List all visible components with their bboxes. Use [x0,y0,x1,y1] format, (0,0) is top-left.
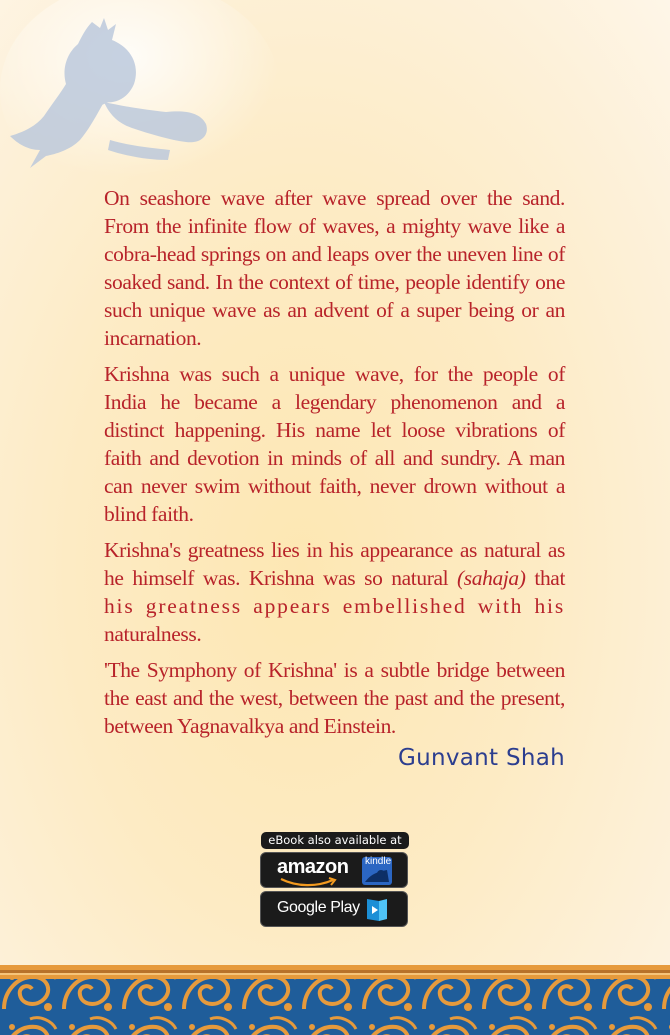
paragraph-3-text-b: that [534,566,566,590]
description-text [104,184,565,748]
krishna-silhouette-icon [0,0,290,200]
decorative-border [0,965,670,1035]
ebook-availability-label: eBook also available at [261,832,409,849]
paragraph-2: Krishna was such a unique wave, for the people of India he became a legendary phenomenon and a distinct happening. His name let loose vibrations of faith and devotion in minds of all and sundry. A man can never swim without faith, never drown without a blind faith. [104,362,565,526]
sahaja-term: (sahaja) [457,566,526,590]
paragraph-3-text-c: his greatness appears embellished with his [104,594,565,618]
google-play-icon [365,897,389,923]
amazon-kindle-button[interactable] [260,852,408,888]
amazon-smile-icon [279,877,339,887]
paragraph-1: On seashore wave after wave spread over the sand. From the infinite flow of waves, a mighty wave like a cobra-head springs on and leaps over the uneven line of soaked sand. In the context of time, people identify one such unique wave as an advent of a super being or an incarnation. [104,186,565,350]
google-play-button[interactable] [260,891,408,927]
paragraph-3-text-a: Krishna's greatness lies in his appearance as natural as he himself was. Krishna was so natural [104,538,565,590]
paragraph-4: 'The Symphony of Krishna' is a subtle bridge between the east and the west, between the past and the present, between Yagnavalkya and Einstein. [104,658,565,738]
kindle-icon [361,856,393,886]
paragraph-3-text-d: naturalness. [104,622,202,646]
paragraph-3 [104,536,565,648]
amazon-wordmark: amazon [277,856,349,878]
store-badges [260,832,410,927]
author-signature: Gunvant Shah [397,745,565,771]
kindle-label: kindle [365,856,392,867]
google-play-label: Google Play [277,899,360,916]
